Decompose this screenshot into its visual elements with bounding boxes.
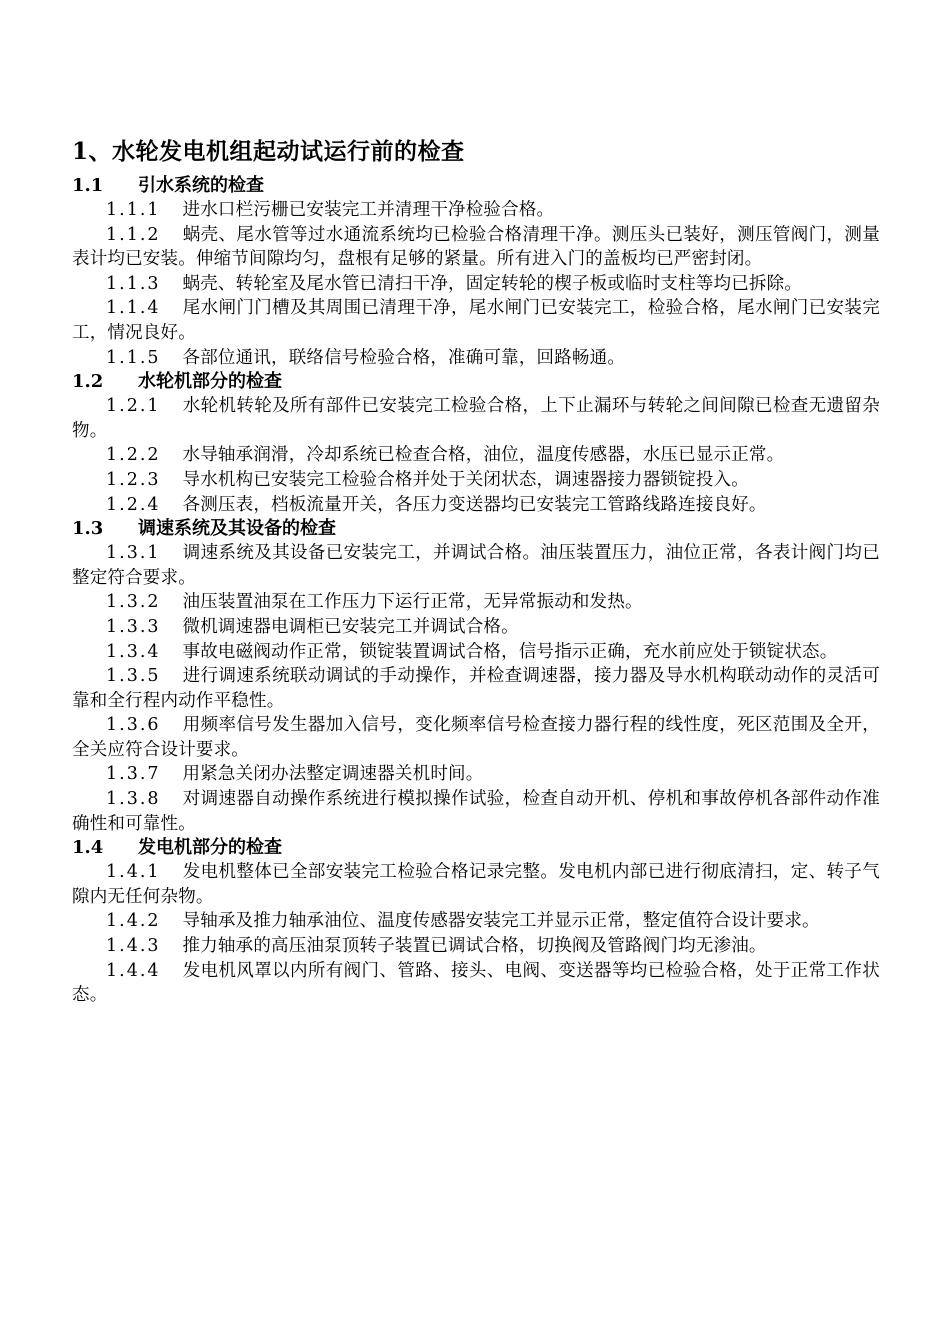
list-item <box>72 223 880 272</box>
item-text: 油压装置油泵在工作压力下运行正常，无异常振动和发热。 <box>182 592 643 613</box>
section-title: 调速系统及其设备的检查 <box>138 518 336 540</box>
list-item <box>72 713 880 762</box>
section-1-4 <box>72 836 880 1008</box>
item-number: 1.4.2 <box>106 911 161 932</box>
section-title: 引水系统的检查 <box>138 175 264 196</box>
list-item <box>72 394 880 443</box>
section-1-3 <box>72 517 880 836</box>
item-number: 1.2.2 <box>106 445 161 466</box>
list-item <box>72 934 880 959</box>
section-number: 1.2 <box>72 371 104 393</box>
item-number: 1.3.3 <box>106 616 161 637</box>
section-heading <box>72 370 880 394</box>
document-page <box>72 132 880 1008</box>
item-text: 尾水闸门门槽及其周围已清理干净，尾水闸门已安装完工，检验合格，尾水闸门已安装完工，情况良好。 <box>72 298 880 343</box>
list-item <box>72 198 880 223</box>
section-number: 1.1 <box>72 175 104 196</box>
section-1-1 <box>72 174 880 370</box>
list-item <box>72 909 880 934</box>
item-number: 1.3.8 <box>106 789 161 810</box>
item-number: 1.1.5 <box>106 347 161 368</box>
item-text: 发电机风罩以内所有阀门、管路、接头、电阀、变送器等均已检验合格，处于正常工作状态。 <box>72 960 880 1006</box>
item-text: 水导轴承润滑，冷却系统已检查合格，油位，温度传感器，水压已显示正常。 <box>182 445 785 466</box>
list-item <box>72 615 880 640</box>
section-title: 发电机部分的检查 <box>138 837 282 859</box>
list-item <box>72 296 880 345</box>
document-title: 1、水轮发电机组起动试运行前的检查 <box>72 138 465 165</box>
list-item <box>72 541 880 590</box>
list-item <box>72 272 880 297</box>
item-number: 1.2.1 <box>106 396 161 417</box>
list-item <box>72 860 880 909</box>
item-number: 1.1.4 <box>106 298 161 319</box>
item-text: 用频率信号发生器加入信号，变化频率信号检查接力器行程的线性度，死区范围及全开，全关应符合设计要求。 <box>72 715 880 760</box>
section-title: 水轮机部分的检查 <box>138 371 282 393</box>
item-text: 进行调速系统联动调试的手动操作，并检查调速器，接力器及导水机构联动动作的灵活可靠和全行程内动作平稳性。 <box>72 666 880 711</box>
item-number: 1.4.3 <box>106 936 161 957</box>
item-text: 导轴承及推力轴承油位、温度传感器安装完工并显示正常，整定值符合设计要求。 <box>182 911 820 932</box>
section-number: 1.4 <box>72 837 104 859</box>
item-text: 各测压表，档板流量开关，各压力变送器均已安装完工管路线路连接良好。 <box>182 494 767 515</box>
item-text: 微机调速器电调柜已安装完工并调试合格。 <box>182 616 519 637</box>
item-text: 用紧急关闭办法整定调速器关机时间。 <box>182 764 484 785</box>
section-number: 1.3 <box>72 518 104 540</box>
section-heading <box>72 517 880 541</box>
item-text: 导水机构已安装完工检验合格并处于关闭状态，调速器接力器锁锭投入。 <box>182 469 749 490</box>
item-number: 1.3.2 <box>106 592 161 613</box>
list-item <box>72 590 880 615</box>
list-item <box>72 640 880 665</box>
item-number: 1.3.4 <box>106 641 161 662</box>
item-number: 1.3.7 <box>106 764 161 785</box>
item-number: 1.4.4 <box>106 960 161 981</box>
list-item <box>72 443 880 468</box>
list-item <box>72 346 880 371</box>
item-number: 1.1.2 <box>106 224 161 245</box>
item-text: 各部位通讯，联络信号检验合格，准确可靠，回路畅通。 <box>182 347 626 368</box>
item-text: 对调速器自动操作系统进行模拟操作试验，检查自动开机、停机和事故停机各部件动作准确性和可靠性。 <box>72 789 880 834</box>
item-number: 1.2.3 <box>106 469 161 490</box>
item-text: 发电机整体已全部安装完工检验合格记录完整。发电机内部已进行彻底清扫，定、转子气隙内无任何杂物。 <box>72 862 880 907</box>
section-1-2 <box>72 370 880 517</box>
item-text: 事故电磁阀动作正常，锁锭装置调试合格，信号指示正确，充水前应处于锁锭状态。 <box>182 641 838 662</box>
item-text: 调速系统及其设备已安装完工，并调试合格。油压装置压力，油位正常，各表计阀门均已整定符合要求。 <box>72 543 880 588</box>
item-number: 1.3.6 <box>106 715 161 736</box>
item-number: 1.1.3 <box>106 273 161 294</box>
item-text: 蜗壳、转轮室及尾水管已清扫干净，固定转轮的楔子板或临时支柱等均已拆除。 <box>182 273 803 294</box>
list-item <box>72 762 880 787</box>
list-item <box>72 664 880 713</box>
list-item <box>72 959 880 1008</box>
list-item <box>72 493 880 518</box>
item-text: 水轮机转轮及所有部件已安装完工检验合格，上下止漏环与转轮之间间隙已检查无遗留杂物。 <box>72 396 880 441</box>
item-number: 1.1.1 <box>106 200 161 220</box>
list-item <box>72 468 880 493</box>
section-heading <box>72 174 880 198</box>
list-item <box>72 787 880 836</box>
item-number: 1.2.4 <box>106 494 161 515</box>
item-text: 进水口栏污栅已安装完工并清理干净检验合格。 <box>182 200 555 220</box>
section-heading <box>72 836 880 860</box>
item-text: 推力轴承的高压油泵顶转子装置已调试合格，切换阀及管路阀门均无渗油。 <box>182 936 767 957</box>
item-number: 1.4.1 <box>106 862 161 883</box>
item-number: 1.3.5 <box>106 666 161 687</box>
item-text: 蜗壳、尾水管等过水通流系统均已检验合格清理干净。测压头已装好，测压管阀门，测量表计均已安装。伸缩节间隙均匀，盘根有足够的紧量。所有进入门的盖板均已严密封闭。 <box>72 224 880 270</box>
item-number: 1.3.1 <box>106 543 161 564</box>
